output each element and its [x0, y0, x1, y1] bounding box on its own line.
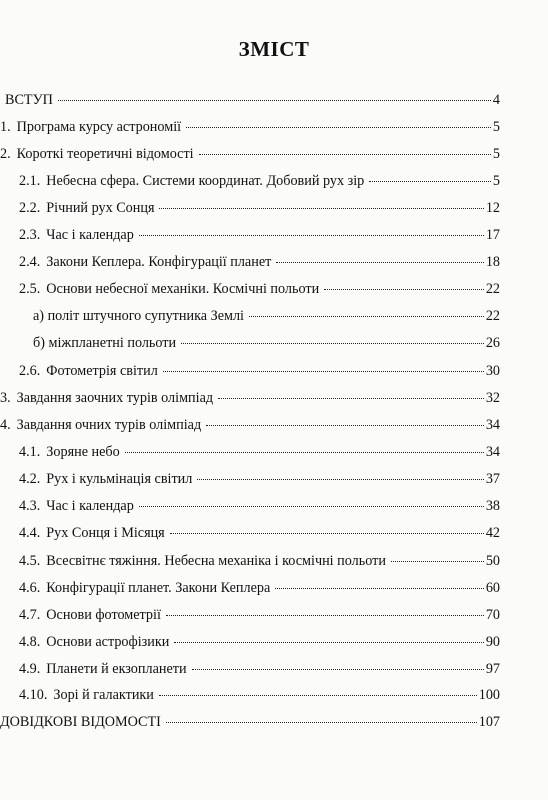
- toc-leader-dots: [199, 154, 491, 155]
- toc-leader-dots: [206, 425, 484, 426]
- toc-entry-title: ВСТУП: [5, 92, 53, 108]
- toc-entry-page: 26: [485, 335, 500, 351]
- toc-entry: [19, 606, 500, 624]
- toc-entry: [19, 579, 500, 597]
- toc-entry: [19, 443, 500, 461]
- toc-leader-dots: [159, 208, 483, 209]
- toc-entry-title: а) політ штучного супутника Землі: [33, 308, 244, 324]
- toc-entry-title: Короткі теоретичні відомості: [16, 146, 194, 162]
- toc-entry: [19, 470, 500, 488]
- toc-leader-dots: [163, 371, 484, 372]
- toc-entry-number: 2.1.: [19, 173, 41, 189]
- toc-leader-dots: [192, 669, 484, 670]
- toc-entry-number: 2.: [0, 146, 11, 162]
- toc-entry-title: Рух Сонця і Місяця: [46, 525, 165, 541]
- toc-entry-number: 4.5.: [19, 553, 41, 569]
- toc-entry-title: Програма курсу астрономії: [16, 119, 182, 135]
- toc-entry: [19, 280, 500, 298]
- toc-leader-dots: [139, 235, 484, 236]
- toc-entry-page: 60: [485, 580, 500, 596]
- toc-entry-number: 2.4.: [19, 254, 41, 270]
- toc-entry-title: Основи фотометрії: [46, 607, 161, 623]
- toc-entry-number: 4.7.: [19, 607, 41, 623]
- toc-entry: [0, 145, 500, 163]
- toc-entry-appendix: [0, 713, 500, 731]
- toc-entry-page: 18: [485, 254, 500, 270]
- toc-entry-title: Зоряне небо: [46, 444, 120, 460]
- toc-leader-dots: [159, 695, 477, 696]
- toc-entry-page: 34: [485, 417, 500, 433]
- toc-entry-title: Планети й екзопланети: [46, 661, 187, 677]
- toc-entry: [19, 660, 500, 678]
- toc-entry-page: 5: [492, 146, 500, 162]
- toc-leader-dots: [166, 722, 477, 723]
- toc-entry-number: 3.: [0, 390, 11, 406]
- toc-entry-page: 5: [492, 119, 500, 135]
- toc-entry-number: 2.5.: [19, 281, 41, 297]
- toc-entry-title: Основи астрофізики: [46, 634, 170, 650]
- toc-entry: [19, 552, 500, 570]
- toc-subentry: [33, 334, 500, 352]
- toc-leader-dots: [139, 506, 484, 507]
- toc-entry-page: 4: [492, 92, 500, 108]
- toc-entry-title: Час і календар: [46, 498, 134, 514]
- toc-leader-dots: [197, 479, 483, 480]
- toc-entry: [0, 389, 500, 407]
- toc-entry-title: б) міжпланетні польоти: [33, 335, 177, 351]
- toc-entry-page: 97: [485, 661, 500, 677]
- toc-entry-title: Річний рух Сонця: [46, 200, 155, 216]
- toc-entry-title: Зорі й галактики: [53, 687, 154, 703]
- toc-entry-title: ДОВІДКОВІ ВІДОМОСТІ: [0, 714, 161, 730]
- toc-entry-title: Небесна сфера. Системи координат. Добовий рух зір: [46, 173, 365, 189]
- toc-entry-page: 17: [485, 227, 500, 243]
- toc-entry-title: Рух і кульмінація світил: [46, 471, 193, 487]
- toc-subentry: [33, 307, 500, 325]
- toc-leader-dots: [218, 398, 484, 399]
- toc-entry-title: Завдання очних турів олімпіад: [16, 417, 202, 433]
- toc-entry-number: 2.3.: [19, 227, 41, 243]
- toc-entry-number: 4.3.: [19, 498, 41, 514]
- toc-leader-dots: [369, 181, 491, 182]
- toc-entry-number: 2.2.: [19, 200, 41, 216]
- toc-leader-dots: [181, 343, 484, 344]
- toc-entry-number: 4.1.: [19, 444, 41, 460]
- toc-entry-number: 4.2.: [19, 471, 41, 487]
- toc-entry-title: Закони Кеплера. Конфігурації планет: [46, 254, 272, 270]
- toc-leader-dots: [186, 127, 491, 128]
- toc-entry: [19, 497, 500, 515]
- page-title: ЗМІСТ: [238, 37, 310, 61]
- toc-entry: [19, 524, 500, 542]
- toc-entry-number: 1.: [0, 119, 11, 135]
- toc-entry-page: 42: [485, 525, 500, 541]
- toc-entry-page: 34: [485, 444, 500, 460]
- toc-leader-dots: [58, 100, 491, 101]
- toc-entry-page: 12: [485, 200, 500, 216]
- toc-entry-number: 4.8.: [19, 634, 41, 650]
- toc-entry-page: 30: [485, 363, 500, 379]
- toc-entry-title: Конфігурації планет. Закони Кеплера: [46, 580, 271, 596]
- toc-leader-dots: [249, 316, 484, 317]
- toc-entry-page: 90: [485, 634, 500, 650]
- toc-entry-page: 100: [478, 687, 500, 703]
- toc-entry: [19, 172, 500, 190]
- toc-entry: [0, 416, 500, 434]
- toc-entry-page: 32: [485, 390, 500, 406]
- toc-leader-dots: [276, 262, 483, 263]
- toc-entry: [19, 633, 500, 651]
- toc-leader-dots: [275, 588, 484, 589]
- toc-entry: [19, 362, 500, 380]
- toc-entry-title: Основи небесної механіки. Космічні польоти: [46, 281, 320, 297]
- toc-entry-page: 38: [485, 498, 500, 514]
- toc-entry-intro: [5, 91, 500, 109]
- toc-entry-number: 4.: [0, 417, 11, 433]
- toc-entry-number: 4.10.: [19, 687, 48, 703]
- toc-entry: [19, 199, 500, 217]
- toc-entry-page: 5: [492, 173, 500, 189]
- toc-entry-title: Час і календар: [46, 227, 134, 243]
- toc-leader-dots: [125, 452, 484, 453]
- toc-entry-number: 4.6.: [19, 580, 41, 596]
- toc-entry-page: 50: [485, 553, 500, 569]
- toc-entry-page: 22: [485, 281, 500, 297]
- toc-entry-page: 22: [485, 308, 500, 324]
- toc-entry-number: 2.6.: [19, 363, 41, 379]
- toc-entry-number: 4.9.: [19, 661, 41, 677]
- toc-entry: [19, 686, 500, 704]
- toc-entry-page: 37: [485, 471, 500, 487]
- toc-entry: [19, 253, 500, 271]
- toc-entry-page: 107: [478, 714, 500, 730]
- toc-leader-dots: [391, 561, 484, 562]
- toc-entry-page: 70: [485, 607, 500, 623]
- toc-leader-dots: [170, 533, 484, 534]
- toc-leader-dots: [324, 289, 484, 290]
- toc-entry: [0, 118, 500, 136]
- toc-entry-title: Всесвітнє тяжіння. Небесна механіка і космічні польоти: [46, 553, 386, 569]
- toc-entry: [19, 226, 500, 244]
- toc-entry-title: Завдання заочних турів олімпіад: [16, 390, 214, 406]
- toc-leader-dots: [174, 642, 483, 643]
- toc-entry-number: 4.4.: [19, 525, 41, 541]
- toc-leader-dots: [166, 615, 484, 616]
- toc-entry-title: Фотометрія світил: [46, 363, 158, 379]
